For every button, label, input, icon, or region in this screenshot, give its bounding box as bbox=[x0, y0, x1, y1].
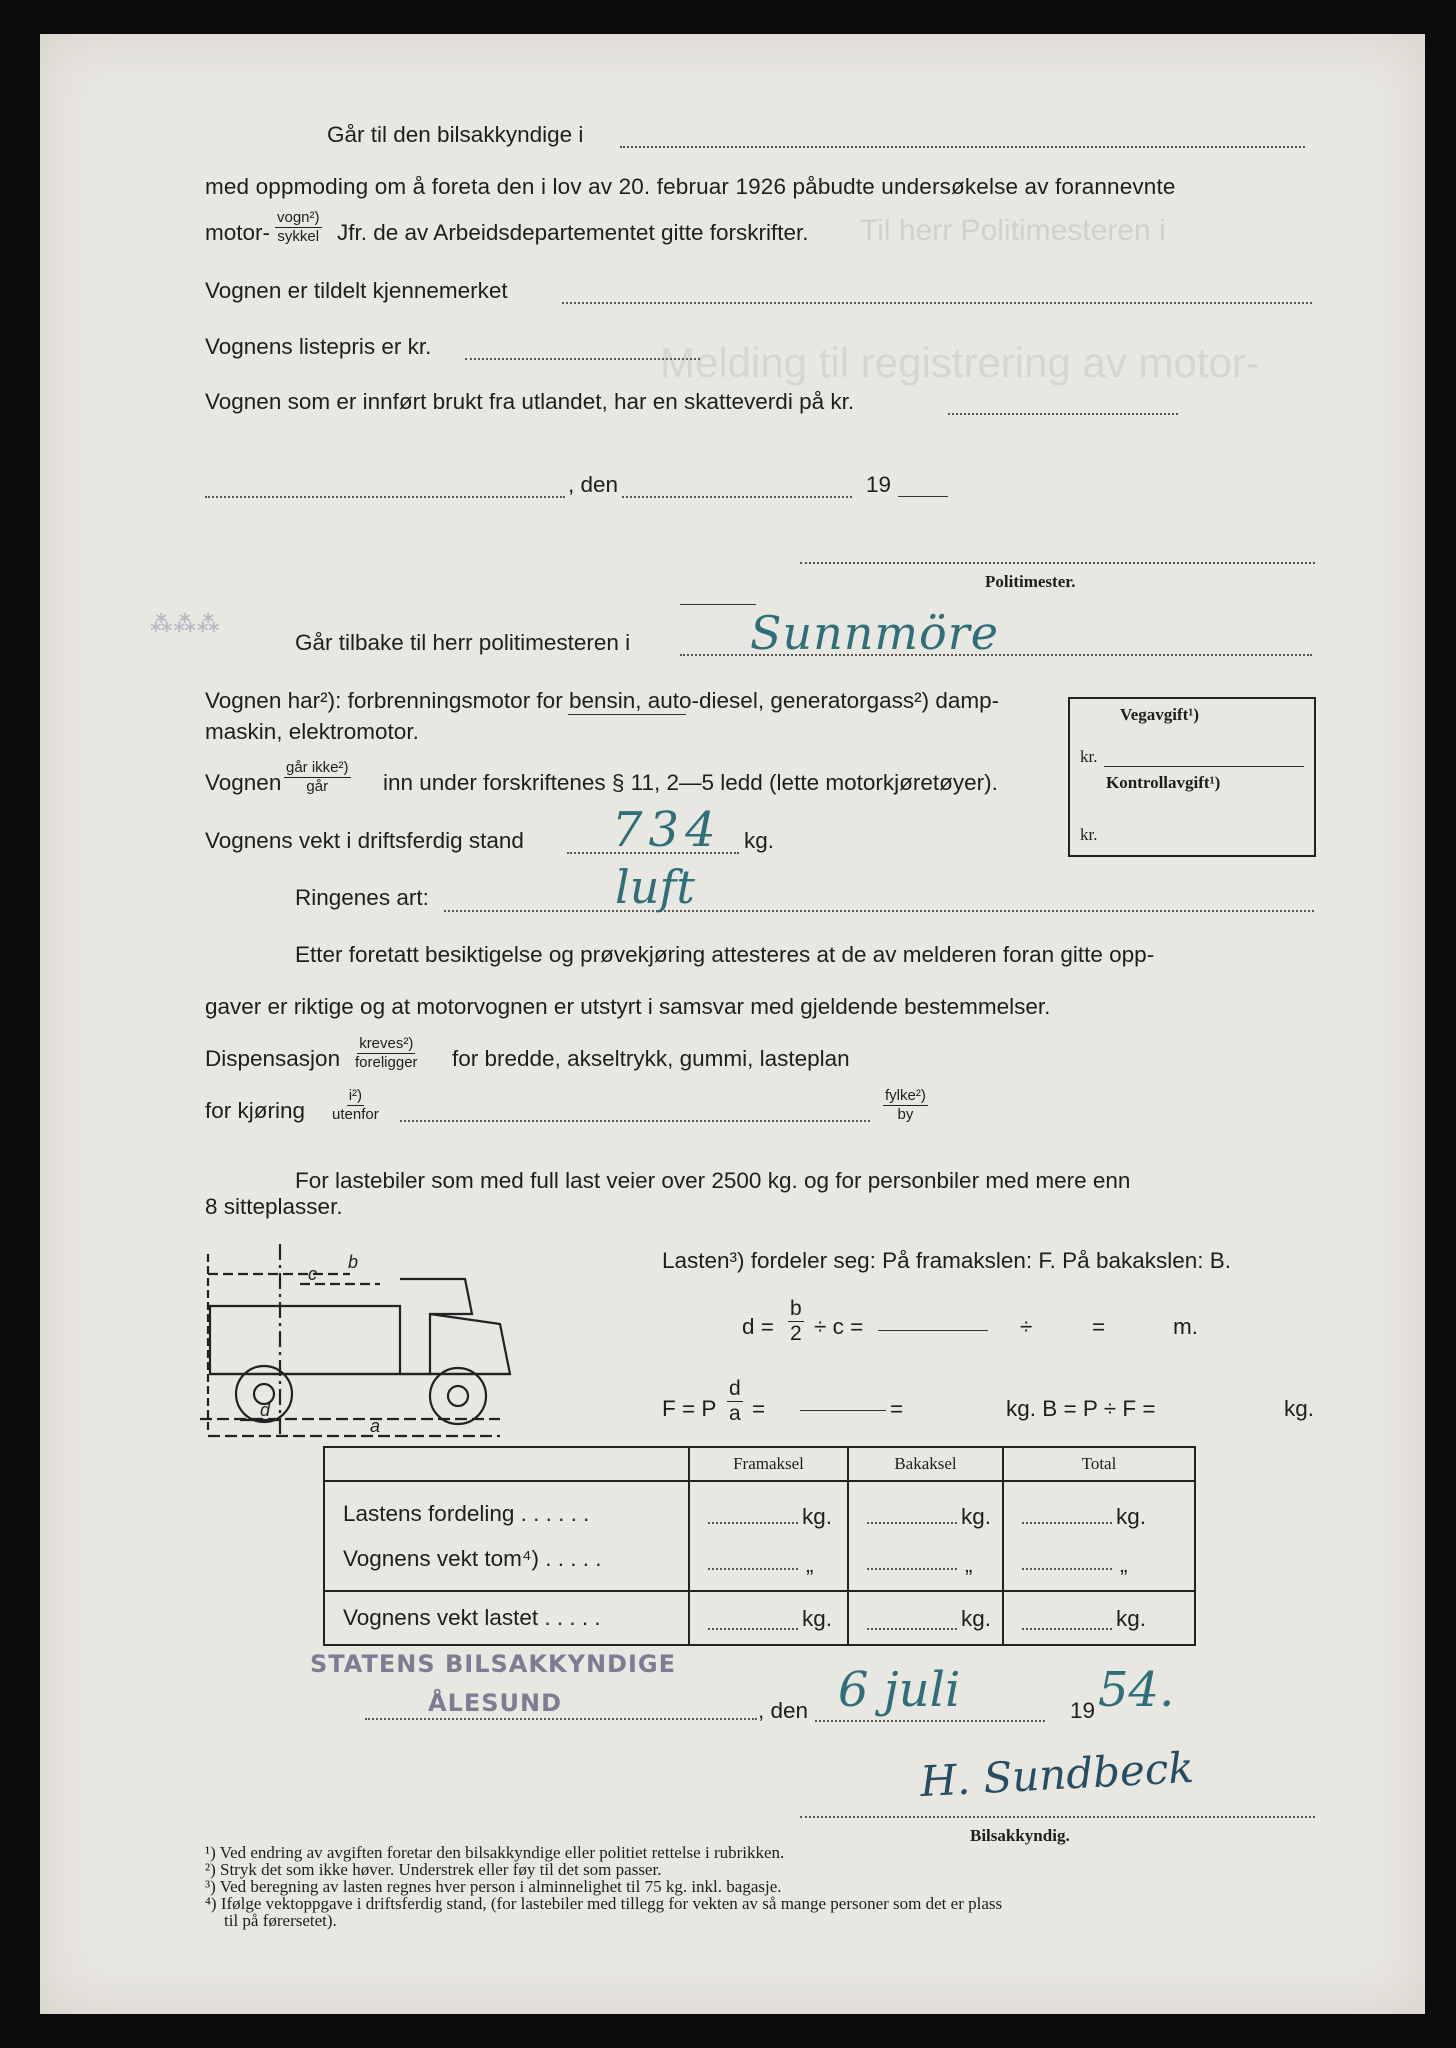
table-header-framaksel: Framaksel bbox=[689, 1447, 848, 1481]
cell-framaksel-lastet[interactable]: kg. bbox=[689, 1591, 848, 1645]
skatteverdi-field[interactable] bbox=[948, 413, 1178, 415]
m-unit: m. bbox=[1173, 1314, 1198, 1339]
faded-stamp-left: ⁂⁂⁂ bbox=[150, 612, 221, 637]
diagram-label-b: b bbox=[348, 1252, 359, 1272]
cell-total-top[interactable]: kg. „ bbox=[1003, 1481, 1195, 1591]
kjoring-field[interactable] bbox=[400, 1120, 870, 1122]
row-lastens-fordeling: Lastens fordeling . . . . . . bbox=[343, 1501, 590, 1526]
dispensasjon-rest: for bredde, akseltrykk, gummi, lasteplan bbox=[452, 1046, 850, 1071]
kr-label-1: kr. bbox=[1080, 747, 1098, 766]
table-header-total: Total bbox=[1003, 1447, 1195, 1481]
year-handwritten: 54. bbox=[1098, 1662, 1175, 1718]
signature-place-field[interactable] bbox=[365, 1718, 757, 1720]
eq-sign-3: = bbox=[890, 1396, 904, 1421]
motor-prefix: motor- bbox=[205, 220, 271, 245]
vekt-handwritten: 734 bbox=[612, 802, 722, 858]
year-field[interactable] bbox=[898, 496, 948, 497]
signature-den: , den bbox=[758, 1698, 809, 1723]
stamp-line1: STATENS BILSAKKYNDIGE bbox=[310, 1650, 676, 1678]
fylke-fraction: fylke²) by bbox=[885, 1087, 926, 1123]
signature-handwritten: H. Sundbeck bbox=[918, 1742, 1195, 1807]
front-wheel bbox=[430, 1368, 486, 1424]
lastebiler-line2: 8 sitteplasser. bbox=[205, 1194, 343, 1219]
bilsakkyndig-label: Bilsakkyndig. bbox=[970, 1826, 1070, 1845]
oppmoding-text: med oppmoding om å foreta den i lov av 20. februar 1926 påbudte undersøkelse av forannevnte bbox=[205, 174, 1176, 199]
dispensasjon-label: Dispensasjon bbox=[205, 1046, 341, 1071]
vognen-label: Vognen bbox=[205, 770, 282, 795]
table-header-blank bbox=[324, 1447, 689, 1481]
truck-cab bbox=[400, 1279, 472, 1374]
stamp-line2: ÅLESUND bbox=[428, 1689, 563, 1717]
diagram-label-a: a bbox=[370, 1416, 381, 1436]
ringenes-handwritten: luft bbox=[615, 860, 695, 914]
kg-unit: kg. bbox=[1284, 1396, 1315, 1421]
minus-c: ÷ c = bbox=[814, 1314, 864, 1339]
place-field[interactable] bbox=[205, 496, 565, 498]
attest-line2: gaver er riktige og at motorvognen er utstyrt i samsvar med gjeldende bestemmelser. bbox=[205, 994, 1051, 1019]
bilsakkyndig-field[interactable] bbox=[620, 146, 1305, 148]
for-kjoring-label: for kjøring bbox=[205, 1098, 306, 1123]
truck-diagram bbox=[200, 1224, 620, 1444]
politimester-signature-field[interactable] bbox=[800, 562, 1315, 564]
table-row-lastet: Vognens vekt lastet . . . . . bbox=[324, 1591, 689, 1645]
fees-box bbox=[1068, 697, 1316, 857]
truck-hood bbox=[430, 1314, 510, 1374]
signature-date-field[interactable] bbox=[815, 1720, 1045, 1722]
row-vekt-tom: Vognens vekt tom⁴) . . . . . bbox=[343, 1546, 602, 1571]
signature-year-prefix: 19 bbox=[1070, 1698, 1096, 1723]
date-field[interactable] bbox=[622, 496, 852, 498]
kr-label-2: kr. bbox=[1080, 825, 1098, 844]
d-eq: d = bbox=[742, 1314, 774, 1339]
bilsakkyndig-signature-field[interactable] bbox=[800, 1816, 1315, 1818]
vegavgift-field[interactable] bbox=[1104, 766, 1304, 767]
dispensasjon-fraction: kreves²) foreligger bbox=[355, 1035, 418, 1071]
cell-bakaksel-top[interactable]: kg. „ bbox=[848, 1481, 1003, 1591]
diagram-label-c: c bbox=[308, 1264, 317, 1284]
kjennemerket-field[interactable] bbox=[562, 302, 1312, 304]
listepris-field[interactable] bbox=[465, 358, 700, 360]
cell-framaksel-top[interactable]: kg. „ bbox=[689, 1481, 848, 1591]
f-eq: F = P bbox=[662, 1396, 717, 1421]
kjoring-fraction: i²) utenfor bbox=[332, 1087, 379, 1123]
document-page bbox=[40, 34, 1425, 2014]
listepris-label: Vognens listepris er kr. bbox=[205, 334, 432, 359]
lasten-text: Lasten³) fordeler seg: På framakslen: F. På bakakslen: B. bbox=[662, 1248, 1232, 1273]
vegavgift-label: Vegavgift¹) bbox=[1120, 705, 1200, 724]
truck-body bbox=[210, 1306, 400, 1374]
cell-total-lastet[interactable]: kg. bbox=[1003, 1591, 1195, 1645]
ringenes-label: Ringenes art: bbox=[295, 885, 429, 910]
div-sign: ÷ bbox=[1020, 1314, 1033, 1339]
cell-bakaksel-lastet[interactable]: kg. bbox=[848, 1591, 1003, 1645]
date-handwritten: 6 juli bbox=[838, 1662, 961, 1718]
d-over-a: $\frac{d}{a}$ bbox=[729, 1377, 741, 1426]
d-field-1[interactable] bbox=[878, 1330, 988, 1331]
short-rule bbox=[680, 604, 756, 605]
show-through-top: Til herr Politimesteren i bbox=[860, 214, 1166, 247]
lastebiler-line1: For lastebiler som med full last veier over 2500 kg. og for personbiler med mere enn bbox=[295, 1168, 1131, 1193]
motor-suffix: Jfr. de av Arbeidsdepartementet gitte forskrifter. bbox=[337, 220, 809, 245]
underline-bensin bbox=[568, 714, 686, 715]
year-prefix: 19 bbox=[866, 472, 892, 497]
vognen-har-line2: maskin, elektromotor. bbox=[205, 719, 419, 744]
politimester-label: Politimester. bbox=[985, 572, 1076, 591]
table-row-labels bbox=[324, 1481, 689, 1591]
kg-b-eq: kg. B = P ÷ F = bbox=[1006, 1396, 1156, 1421]
ringenes-field[interactable] bbox=[444, 910, 1314, 912]
footnote-1: ¹) Ved endring av avgiften foretar den bilsakkyndige eller politiet rettelse i rubrikken. bbox=[205, 1843, 785, 1862]
motor-fraction: vogn²) sykkel bbox=[277, 209, 320, 245]
table-header-bakaksel: Bakaksel bbox=[848, 1447, 1003, 1481]
eq-sign: = bbox=[1092, 1314, 1106, 1339]
gar-fraction: går ikke²) går bbox=[286, 759, 349, 795]
gar-tilbake-label: Går tilbake til herr politimesteren i bbox=[295, 630, 631, 655]
footnote-5: til på førersetet). bbox=[224, 1911, 337, 1930]
footnote-4: ⁴) Ifølge vektoppgave i driftsferdig stand, (for lastebiler med tillegg for vekten av så mange personer som det er plass bbox=[205, 1894, 1003, 1913]
vekt-label: Vognens vekt i driftsferdig stand bbox=[205, 828, 524, 853]
load-table bbox=[323, 1446, 1196, 1646]
footnote-2: ²) Stryk det som ikke høver. Understrek eller føy til det som passer. bbox=[205, 1860, 662, 1879]
f-field[interactable] bbox=[800, 1410, 886, 1411]
forskrift-text: inn under forskriftenes § 11, 2—5 ledd (lette motorkjøretøyer). bbox=[383, 770, 998, 795]
diagram-label-d: d bbox=[260, 1400, 271, 1420]
footnote-3: ³) Ved beregning av lasten regnes hver person i alminnelighet til 75 kg. inkl. bagasje. bbox=[205, 1877, 782, 1896]
b-over-2: $\frac{b}{2}$ bbox=[790, 1297, 802, 1346]
den-label: , den bbox=[568, 472, 619, 497]
gar-til-label: Går til den bilsakkyndige i bbox=[327, 122, 584, 147]
vekt-unit: kg. bbox=[744, 828, 775, 853]
kjennemerket-label: Vognen er tildelt kjennemerket bbox=[205, 278, 508, 303]
attest-line1: Etter foretatt besiktigelse og prøvekjøring attesteres at de av melderen foran gitte opp- bbox=[295, 942, 1155, 967]
place-handwritten: Sunnmöre bbox=[750, 606, 999, 660]
skatteverdi-label: Vognen som er innført brukt fra utlandet, har en skatteverdi på kr. bbox=[205, 389, 855, 414]
vognen-har-line1: Vognen har²): forbrenningsmotor for bensin, auto-diesel, generatorgass²) damp- bbox=[205, 688, 1000, 713]
eq-sign-2: = bbox=[752, 1396, 766, 1421]
show-through-title: Melding til registrering av motor- bbox=[660, 339, 1260, 386]
kontrollavgift-label: Kontrollavgift¹) bbox=[1106, 773, 1221, 792]
